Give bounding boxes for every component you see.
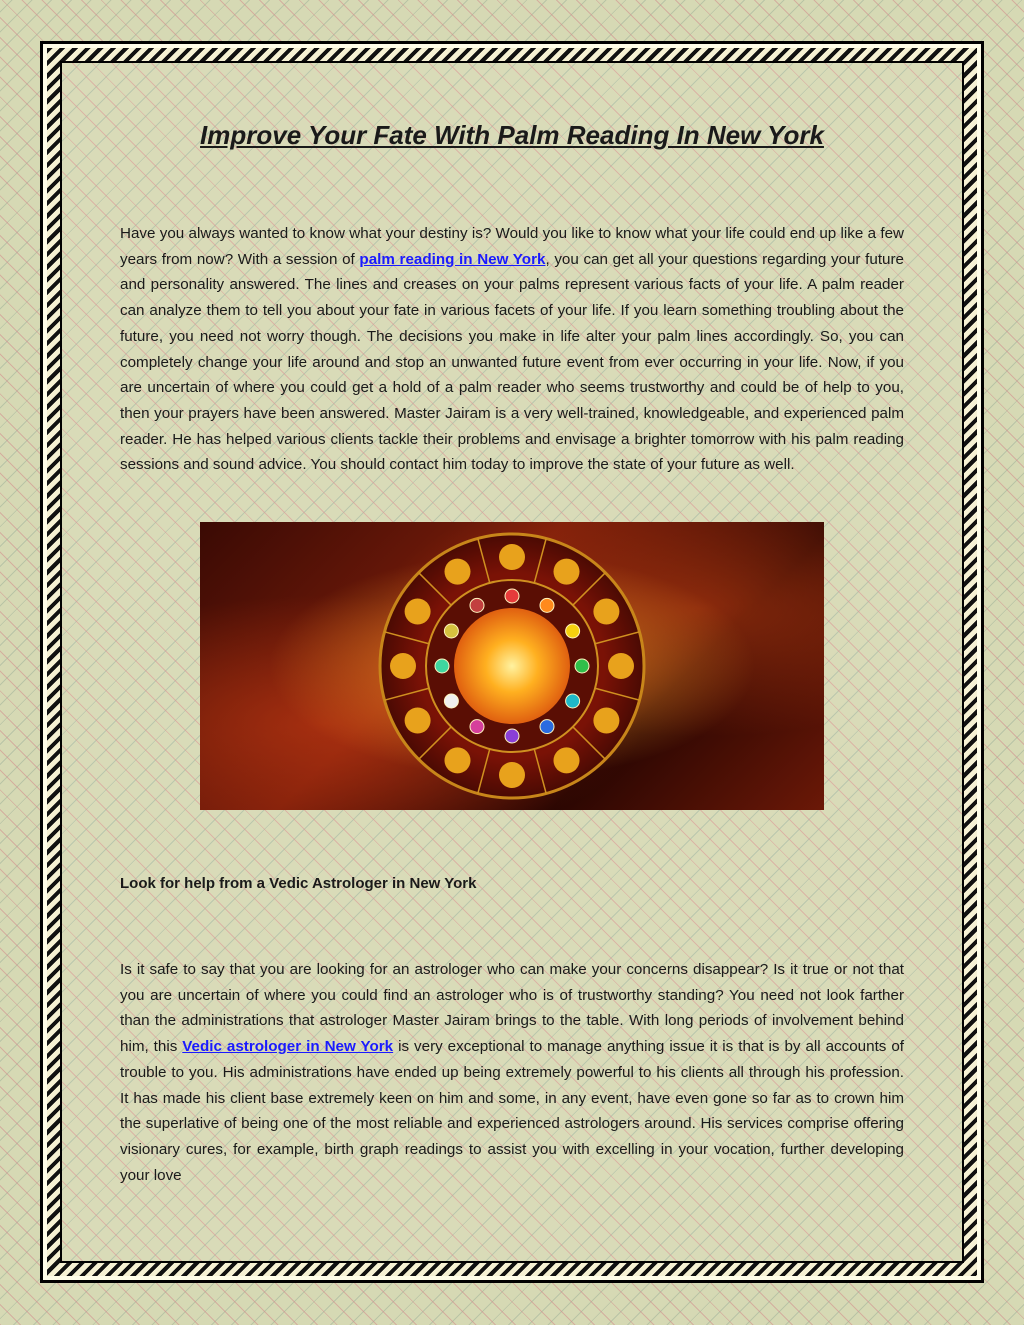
aries-icon xyxy=(499,544,525,570)
taurus-icon xyxy=(554,559,580,585)
astrologer-text-before: Is it safe to say that you are looking for an astrologer who can make your concerns disappear? Is it true or not that you are uncertain of where you could find an astrologer who is of trustworthy standing? You need not look farther than the administrations that astrologer Master Jairam brings to the table. With long periods of involvement behind him, this xyxy=(120,961,904,1056)
astrologer-paragraph xyxy=(120,957,904,1188)
intro-text-before: Have you always wanted to know what your destiny is? Would you like to know what your life could end up like a few years from now? With a session of xyxy=(120,225,904,268)
palm-reading-link[interactable]: palm reading in New York xyxy=(359,250,546,268)
gem-icon xyxy=(540,598,554,612)
intro-text-after: , you can get all your questions regarding your future and personality answered. The lines and creases on your palms represent various facts of your life. A palm reader can analyze them to tell you about your fate in various facets of your life. If you learn something troubling about the future, you need not worry though. The decisions you make in life alter your palm lines accordingly. So, you can completely change your life around and stop an unwanted future event from ever occurring in your life. Now, if you are uncertain of where you could get a hold of a palm reader who seems trustworthy and could be of help to you, then your prayers have been answered. Master Jairam is a very well-trained, knowledgeable, and experienced palm reader. He has helped various clients tackle their problems and envisage a brighter tomorrow with his palm reading sessions and sound advice. You should contact him today to improve the state of your future as well. xyxy=(120,250,904,474)
gem-icon xyxy=(566,624,580,638)
pisces-icon xyxy=(445,559,471,585)
gem-icon xyxy=(566,694,580,708)
libra-icon xyxy=(499,762,525,788)
aquarius-icon xyxy=(405,599,431,625)
gem-icon xyxy=(470,720,484,734)
gem-icon xyxy=(505,729,519,743)
virgo-icon xyxy=(554,747,580,773)
gem-icon xyxy=(435,659,449,673)
cancer-icon xyxy=(608,653,634,679)
scorpio-icon xyxy=(445,747,471,773)
gem-icon xyxy=(444,694,458,708)
vedic-astrologer-link[interactable]: Vedic astrologer in New York xyxy=(182,1038,394,1056)
gem-icon xyxy=(505,589,519,603)
leo-icon xyxy=(593,708,619,734)
gem-icon xyxy=(470,598,484,612)
astrologer-text-after: is very exceptional to manage anything issue it is that is by all accounts of trouble to you. His administrations have ended up being extremely powerful to his clients all through his profession. It has made his client base extremely keen on him and some, in any event, have even gone so far as to crown him the superlative of being one of the most reliable and experienced astrologers around. His services comprise offering visionary cures, for example, birth graph readings to assist you with excelling in your vocation, further developing your love xyxy=(120,1038,905,1184)
zodiac-wheel-illustration xyxy=(200,522,824,810)
gem-icon xyxy=(540,720,554,734)
zodiac-wheel-image xyxy=(200,522,824,810)
capricorn-icon xyxy=(390,653,416,679)
sagittarius-icon xyxy=(405,708,431,734)
gem-icon xyxy=(575,659,589,673)
gem-icon xyxy=(444,624,458,638)
section-heading: Look for help from a Vedic Astrologer in New York xyxy=(120,875,477,892)
gemini-icon xyxy=(593,599,619,625)
page-title: Improve Your Fate With Palm Reading In New York xyxy=(200,120,824,150)
intro-paragraph xyxy=(120,221,904,478)
